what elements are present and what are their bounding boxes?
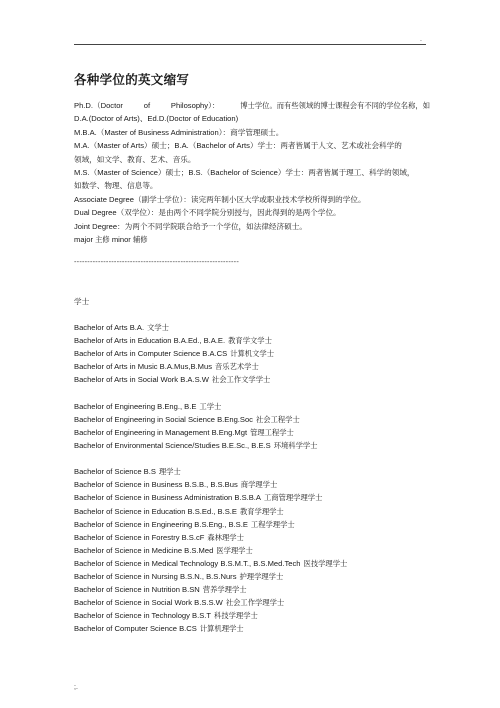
degree-english: Bachelor of Arts B.A. bbox=[74, 323, 145, 332]
degree-entry bbox=[74, 360, 434, 373]
degree-chinese: 计算机文学士 bbox=[230, 349, 274, 359]
ma-line-1: M.A.（Master of Arts）硕士；B.A.（Bachelor of Arts）学士：两者皆属于人文、艺术或社会科学的 bbox=[74, 141, 402, 151]
major-label: major bbox=[74, 235, 93, 245]
degree-entry bbox=[74, 321, 434, 334]
degree-entry bbox=[74, 583, 434, 596]
degree-entry bbox=[74, 505, 434, 518]
degree-entry bbox=[74, 622, 434, 635]
degree-chinese: 商学理学士 bbox=[240, 480, 278, 490]
degree-english: Bachelor of Arts in Music B.A.Mus,B.Mus bbox=[74, 362, 212, 372]
intro-section bbox=[74, 99, 430, 246]
degree-entry bbox=[74, 347, 434, 360]
degree-english: Bachelor of Science in Education B.S.Ed., B.S.E bbox=[74, 506, 237, 516]
degree-chinese: 教育学文学士 bbox=[228, 336, 272, 346]
degree-english: Bachelor of Arts in Social Work B.A.S.W bbox=[74, 375, 209, 385]
joint-line: Joint Degree：为两个不同学院联合给予一个学位，如法律经济硕士。 bbox=[74, 221, 307, 231]
degree-entry bbox=[74, 334, 434, 347]
degree-chinese: 环境科学学士 bbox=[273, 440, 318, 450]
degree-english: Bachelor of Science in Business Administration B.S.B.A bbox=[74, 493, 261, 503]
degree-english: Bachelor of Science in Business B.S.B., B.S.Bus bbox=[74, 480, 238, 490]
dashed-separator: -------------------------------------------------------------- bbox=[74, 257, 239, 266]
degree-group bbox=[74, 400, 434, 452]
degree-english: Bachelor of Engineering in Management B.Eng.Mgt bbox=[74, 427, 248, 437]
degree-group bbox=[74, 465, 434, 635]
major-cn: 主修 bbox=[95, 235, 110, 245]
degree-entry bbox=[74, 465, 434, 478]
ms-line-2: 如数学、物理、信息等。 bbox=[74, 181, 158, 191]
degree-entry bbox=[74, 400, 434, 413]
degree-english: Bachelor of Arts in Education B.A.Ed., B.A.E. bbox=[74, 336, 226, 346]
phd-continuation: D.A.(Doctor of Arts)、Ed.D.(Doctor of Education) bbox=[74, 114, 239, 124]
degree-english: Bachelor of Science in Medical Technology B.S.M.T., B.S.Med.Tech bbox=[74, 558, 301, 568]
degree-english: Bachelor of Computer Science B.CS bbox=[74, 624, 197, 634]
dual-line: Dual Degree（双学位）：是由两个不同学院分别授与，因此得到的是两个学位。 bbox=[74, 208, 341, 218]
degree-english: Bachelor of Engineering B.Eng., B.E bbox=[74, 401, 197, 411]
major-minor-line bbox=[74, 233, 430, 246]
degree-chinese: 工学士 bbox=[199, 401, 222, 411]
phd-part-4: 博士学位。而有些领域的博士课程会有不同的学位名称，如 bbox=[240, 101, 430, 110]
degree-chinese: 工程学理学士 bbox=[250, 519, 295, 529]
degree-entry bbox=[74, 491, 434, 504]
degree-entry bbox=[74, 557, 434, 570]
degree-english: Bachelor of Science in Medicine B.S.Med bbox=[74, 545, 214, 555]
degree-english: Bachelor of Engineering in Social Science B.Eng.Soc bbox=[74, 414, 253, 424]
minor-label: minor bbox=[111, 235, 131, 245]
degree-group bbox=[74, 321, 434, 386]
ms-line-1: M.S.（Master of Science）硕士；B.S.（Bachelor of Science）学士：两者皆属于理工、科学的领域， bbox=[74, 168, 415, 178]
phd-part-2: of bbox=[143, 101, 151, 110]
minor-cn: 辅修 bbox=[132, 235, 148, 245]
degree-chinese: 教育学理学士 bbox=[239, 506, 284, 516]
degree-english: Bachelor of Science in Technology B.S.T bbox=[74, 611, 212, 621]
degree-english: Bachelor of Science in Engineering B.S.Eng., B.S.E bbox=[74, 519, 248, 529]
degree-english: Bachelor of Environmental Science/Studies B.E.Sc., B.E.S bbox=[74, 440, 271, 450]
degree-groups bbox=[74, 321, 434, 649]
document-title: 各种学位的英文缩写 bbox=[74, 73, 190, 87]
degree-chinese: 音乐艺术学士 bbox=[215, 362, 259, 372]
degree-entry bbox=[74, 373, 434, 386]
degree-entry bbox=[74, 518, 434, 531]
degree-entry bbox=[74, 596, 434, 609]
footer-mark: ;. bbox=[74, 684, 78, 691]
degree-chinese: 管理工程学士 bbox=[250, 427, 294, 437]
degree-entry bbox=[74, 439, 434, 452]
degree-entry bbox=[74, 478, 434, 491]
degree-english: Bachelor of Arts in Computer Science B.A.CS bbox=[74, 349, 228, 359]
degree-chinese: 营养学理学士 bbox=[202, 585, 247, 595]
degree-entry bbox=[74, 609, 434, 622]
phd-line bbox=[74, 99, 430, 112]
degree-english: Bachelor of Science in Nursing B.S.N., B.S.Nurs bbox=[74, 571, 237, 581]
degree-entry bbox=[74, 413, 434, 426]
degree-chinese: 社会工作文学学士 bbox=[211, 375, 271, 385]
phd-part-1: Ph.D.（Doctor bbox=[74, 101, 123, 110]
degree-chinese: 森林理学士 bbox=[207, 532, 244, 542]
degree-english: Bachelor of Science B.S bbox=[74, 467, 156, 477]
degree-chinese: 计算机理学士 bbox=[199, 624, 244, 634]
degree-chinese: 社会工程学士 bbox=[255, 414, 300, 424]
degree-entry bbox=[74, 544, 434, 557]
degree-chinese: 工商管理学理学士 bbox=[264, 493, 323, 503]
degree-entry bbox=[74, 570, 434, 583]
degree-entry bbox=[74, 426, 434, 439]
phd-part-3: Philosophy）： bbox=[170, 101, 220, 110]
degree-chinese: 护理学理学士 bbox=[239, 571, 284, 581]
degree-entry bbox=[74, 531, 434, 544]
section-heading-bachelor: 学士 bbox=[74, 297, 90, 306]
header-mark: . bbox=[420, 36, 422, 43]
degree-chinese: 医技学理学士 bbox=[303, 558, 348, 568]
degree-english: Bachelor of Science in Forestry B.S.cF bbox=[74, 532, 205, 542]
mba-line: M.B.A.（Master of Business Administration）：商学管理硕士。 bbox=[74, 127, 284, 137]
degree-chinese: 社会工作学理学士 bbox=[225, 598, 285, 608]
ma-line-2: 领域，如文学、教育、艺术、音乐。 bbox=[74, 154, 196, 164]
degree-english: Bachelor of Science in Social Work B.S.S.W bbox=[74, 598, 223, 608]
header-rule bbox=[74, 44, 426, 45]
degree-english: Bachelor of Science in Nutrition B.SN bbox=[74, 585, 200, 595]
degree-chinese: 医学理学士 bbox=[216, 545, 253, 555]
degree-chinese: 文学士 bbox=[147, 323, 169, 332]
associate-line: Associate Degree（副学士学位）：读完两年制小区大学或职业技术学校所得到的学位。 bbox=[74, 194, 366, 204]
degree-chinese: 科技学理学士 bbox=[214, 611, 258, 621]
degree-chinese: 理学士 bbox=[158, 467, 181, 477]
